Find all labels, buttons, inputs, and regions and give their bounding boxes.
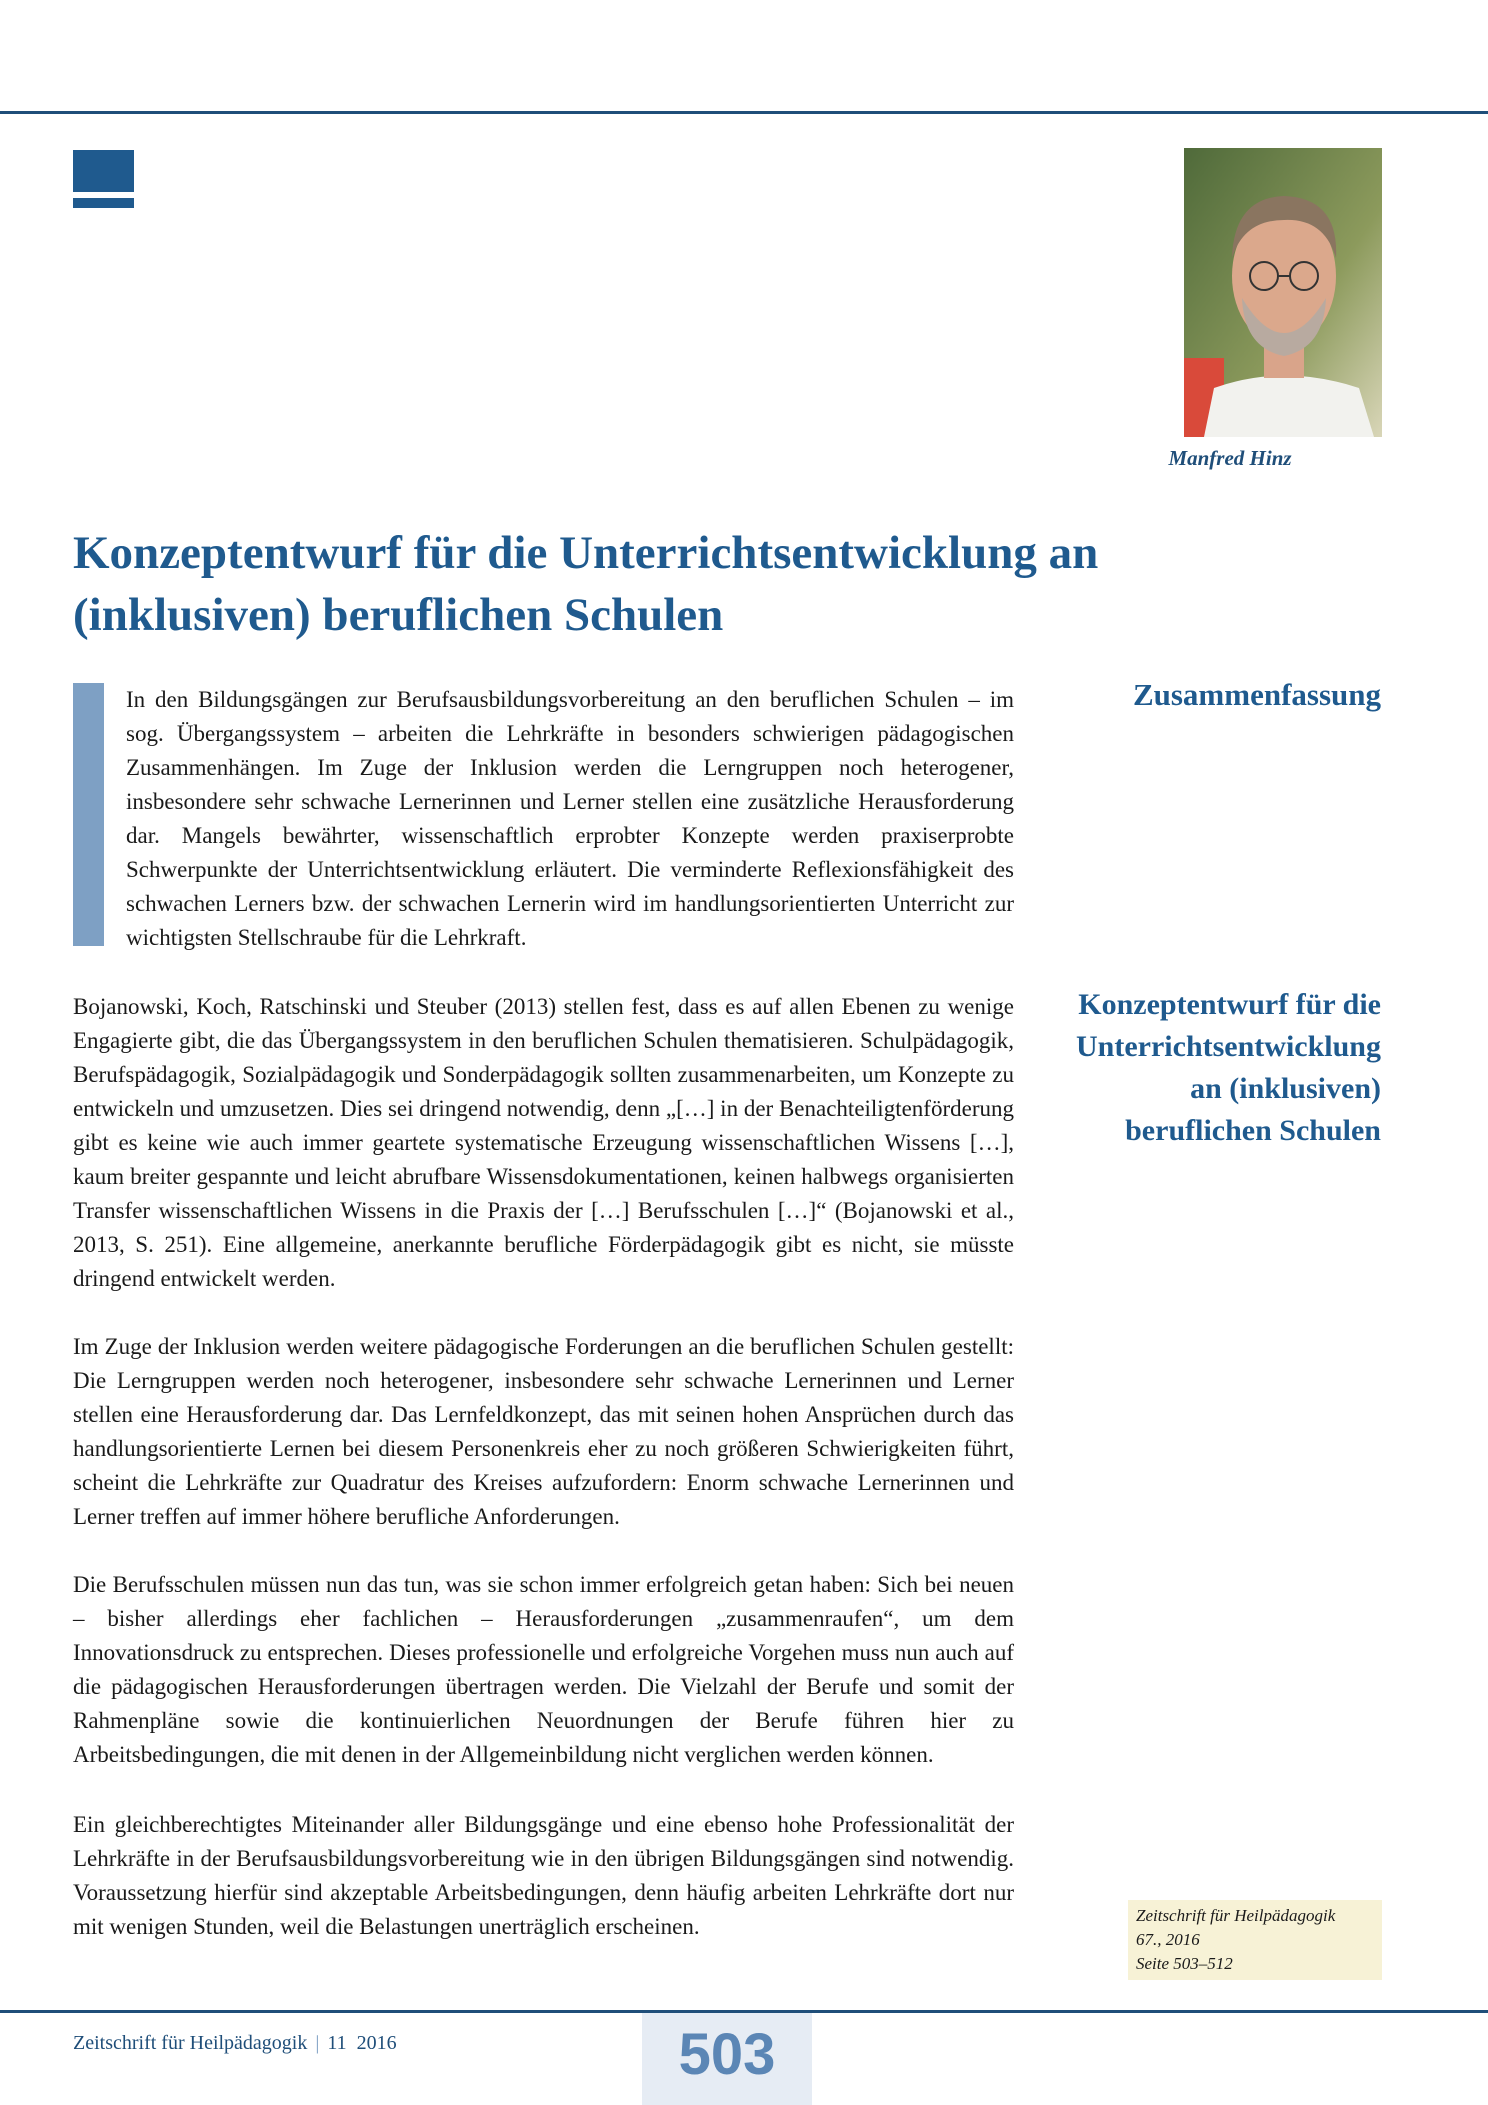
page-number-box bbox=[642, 2013, 812, 2105]
sidebar-title bbox=[1021, 984, 1381, 1152]
body-paragraph: Die Berufsschulen müssen nun das tun, was sie schon immer erfolgreich getan haben: Sich bei neuen – bisher allerdings eher fachlichen – Herausforderungen „zusammenraufen“, um dem Innovationsdruck zu entsprechen. Dieses professionelle und erfolgreiche Vorgehen muss nun auch auf die pädagogischen Herausforderungen übertragen werden. Die Vielzahl der Berufe und somit der Rahmenpläne sowie die kontinuierlichen Neuordnungen der Berufe führen hier zu Arbeitsbedingungen, die mit denen in der Allgemeinbildung nicht verglichen werden können. bbox=[73, 1572, 1014, 1767]
citation-journal: Zeitschrift für Heilpädagogik bbox=[1136, 1906, 1336, 1925]
section-marker-block bbox=[73, 150, 134, 192]
body-paragraph: Ein gleichberechtigtes Miteinander aller Bildungsgänge und eine ebenso hohe Professionalität der Lehrkräfte in der Berufsausbildungsvorbereitung wie in den übrigen Bildungsgängen sind notwendig. Voraussetzung hierfür sind akzeptable Arbeitsbedingungen, denn häufig arbeiten Lehrkräfte dort nur mit wenigen Stunden, weil die Belastungen unerträglich erscheinen. bbox=[73, 1812, 1014, 1939]
summary-heading: Zusammenfassung bbox=[1132, 677, 1381, 712]
body-paragraph: Bojanowski, Koch, Ratschinski und Steuber (2013) stellen fest, dass es auf allen Ebenen zu wenige Engagierte gibt, die das Übergangssystem in den beruflichen Schulen thematisieren. Schulpädagogik, Berufspädagogik, Sozialpädagogik und Sonderpädagogik sollten zusammenarbeiten, um Konzepte zu entwickeln und umzusetzen. Dies sei dringend notwendig, denn „[…] in der Benachteiligtenförderung gibt es keine wie auch immer geartete systematische Erzeugung wissenschaftlichen Wissens […], kaum breiter gespannte und leicht abrufbare Wissensdokumentationen, keinen halbwegs organisierten Transfer wissenschaftlichen Wissens in die Praxis der […] Berufsschulen […]“ (Bojanowski et al., 2013, S. 251). Eine allgemeine, anerkannte berufliche Förderpädagogik gibt es nicht, sie müsste dringend entwickelt werden. bbox=[73, 994, 1014, 1291]
author-name: Manfred Hinz bbox=[1168, 446, 1292, 470]
abstract-text: In den Bildungsgängen zur Berufsausbildungsvorbereitung an den beruflichen Schulen – im sog. Übergangssystem – arbeiten die Lehrkräfte in besonders schwierigen pädagogischen Zusammenhängen. Im Zuge der Inklusion werden die Lerngruppen noch heterogener, insbesondere sehr schwache Lernerinnen und Lerner stellen eine zusätzliche Herausforderung dar. Mangels bewährter, wissenschaftlich erprobter Konzepte werden praxiserprobte Schwerpunkte der Unterrichtsentwicklung erläutert. Die verminderte Reflexionsfähigkeit des schwachen Lerners bzw. der schwachen Lernerin wird im handlungsorientierten Unterricht zur wichtigsten Stellschraube für die Lehrkraft. bbox=[126, 687, 1014, 950]
abstract-accent-bar bbox=[73, 683, 104, 946]
sidebar-title-line: beruflichen Schulen bbox=[1125, 1114, 1381, 1147]
footer-separator: | bbox=[315, 2032, 320, 2054]
section-marker-bar bbox=[73, 198, 134, 208]
sidebar-title-line: Konzeptentwurf für die bbox=[1078, 988, 1381, 1021]
footer-journal-line bbox=[73, 2032, 397, 2055]
section-marker bbox=[73, 150, 134, 208]
page-number: 503 bbox=[678, 2022, 776, 2087]
footer-journal-name: Zeitschrift für Heilpädagogik bbox=[73, 2032, 308, 2054]
author-photo bbox=[1184, 148, 1382, 437]
author-portrait-image bbox=[1184, 148, 1382, 437]
footer-year: 2016 bbox=[356, 2032, 397, 2054]
sidebar-title-line: an (inklusiven) bbox=[1190, 1072, 1381, 1105]
citation-box bbox=[1128, 1900, 1382, 1980]
sidebar-title-line: Unterrichtsentwicklung bbox=[1076, 1030, 1381, 1063]
citation-pages: Seite 503–512 bbox=[1136, 1954, 1233, 1973]
footer-issue: 11 bbox=[327, 2032, 347, 2054]
body-paragraph: Im Zuge der Inklusion werden weitere pädagogische Forderungen an die beruflichen Schulen gestellt: Die Lerngruppen werden noch heterogener, insbesondere sehr schwache Lernerinnen und Lerner stellen eine Herausforderung dar. Das Lernfeldkonzept, das mit seinen hohen Ansprüchen durch das handlungsorientierte Lernen bei diesem Personenkreis eher zu noch größeren Schwierigkeiten führt, scheint die Lehrkräfte zur Quadratur des Kreises aufzufordern: Enorm schwache Lernerinnen und Lerner treffen auf immer höhere berufliche Anforderungen. bbox=[73, 1334, 1014, 1529]
article-title: Konzeptentwurf für die Unterrichtsentwicklung an (inklusiven) beruflichen Schulen bbox=[73, 527, 1099, 641]
citation-volume: 67., 2016 bbox=[1136, 1930, 1200, 1949]
top-rule bbox=[0, 111, 1488, 114]
